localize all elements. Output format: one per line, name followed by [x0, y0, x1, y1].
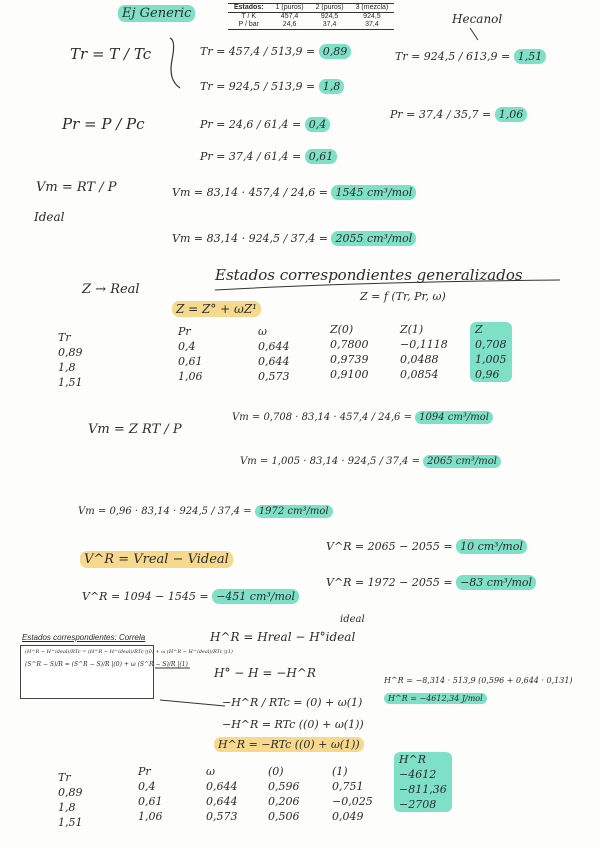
pr2-value: 0,61: [305, 149, 338, 164]
table-cell: T / K: [241, 13, 257, 20]
tr2-equation: Tr = 924,5 / 513,9 = 1,8: [200, 80, 344, 93]
table-cell: 0,751: [332, 780, 364, 793]
table-header: 3 (mezcla): [355, 4, 389, 11]
table-header: Pr: [138, 765, 151, 778]
table-cell: 0,89: [58, 346, 83, 359]
vr1-value: −451 cm³/mol: [212, 589, 299, 604]
table-cell: 1,51: [58, 816, 83, 829]
table-cell: 0,644: [206, 780, 238, 793]
table-cell: 24,6: [282, 21, 297, 28]
vr2-equation: V^R = 2065 − 2055 = 10 cm³/mol: [326, 540, 527, 553]
table-cell: 924,5: [363, 13, 381, 20]
table-cell: −0,1118: [400, 338, 448, 351]
vr3-value: −83 cm³/mol: [456, 575, 536, 590]
table-header: ω: [206, 765, 215, 778]
tr-definition: Tr = T / Tc: [70, 45, 152, 63]
pr-definition: Pr = P / Pc: [62, 115, 145, 133]
ideal-note: ideal: [340, 614, 365, 625]
h-eq3: −H^R / RTc = (0) + ω(1): [222, 696, 363, 709]
table-header: H^R: [399, 753, 427, 766]
table-cell: 0,708: [475, 338, 507, 351]
table-header: Z(0): [330, 323, 354, 336]
table-cell: −0,025: [332, 795, 373, 808]
table1-col-z1: [400, 322, 448, 382]
table-header: Tr: [58, 331, 71, 344]
h-num1: H^R = −8,314 · 513,9 (0,596 + 0,644 · 0,131): [384, 676, 573, 685]
h-eq2: H° − H = −H^R: [214, 666, 316, 680]
printed-box-title: Estados correspondientes: Correla: [22, 633, 146, 642]
table-cell: 0,0488: [400, 353, 439, 366]
table-header: Z: [475, 323, 483, 336]
vr-definition: V^R = Vreal − Videal: [80, 552, 233, 567]
vmz1-equation: Vm = 0,708 · 83,14 · 457,4 / 24,6 = 1094 cm³/mol: [232, 412, 493, 423]
tr2-value: 1,8: [319, 79, 345, 94]
pr1-equation: Pr = 24,6 / 61,4 = 0,4: [200, 118, 330, 131]
table-cell: 0,0854: [400, 368, 439, 381]
tr3-value: 1,51: [514, 49, 547, 64]
table2-col-tr: [58, 770, 83, 830]
tr1-value: 0,89: [319, 44, 352, 59]
tr1-equation: Tr = 457,4 / 513,9 = 0,89: [200, 45, 351, 58]
table-cell: 1,06: [138, 810, 163, 823]
table-cell: 457,4: [280, 13, 299, 20]
table-row: [228, 21, 394, 30]
printed-correlation-box: [20, 645, 233, 699]
table-cell: 37,4: [322, 21, 337, 28]
table1-col-z0: [330, 322, 369, 382]
conditions-table: [228, 3, 394, 30]
table-cell: 0,7800: [330, 338, 369, 351]
table-cell: 0,61: [138, 795, 163, 808]
table-header: (0): [268, 765, 284, 778]
table-header: Tr: [58, 771, 71, 784]
table-cell: 0,9739: [330, 353, 369, 366]
table-cell: 0,049: [332, 810, 364, 823]
table-cell: 0,4: [138, 780, 156, 793]
top-right-label: Hecanol: [452, 12, 503, 26]
table2-col-hr: [394, 752, 452, 812]
table-cell: 37,4: [365, 21, 379, 28]
vr2-value: 10 cm³/mol: [456, 539, 527, 554]
h-eq1: H^R = Hreal − H°ideal: [210, 630, 356, 644]
ideal-label: Ideal: [34, 210, 65, 224]
table-header: 2 (puros): [315, 4, 344, 11]
pr3-value: 1,06: [495, 107, 528, 122]
estados-title: Estados correspondientes generalizados: [215, 266, 523, 284]
h-eq4: −H^R = RTc ((0) + ω(1)): [222, 718, 364, 731]
header-label: Ej Generic: [118, 6, 195, 21]
table2-col-1: [332, 764, 373, 824]
table-cell: 1,06: [178, 370, 203, 383]
z-formula: Z = Z° + ωZ¹: [172, 302, 261, 316]
table-cell: P / bar: [238, 21, 260, 28]
table-cell: 0,4: [178, 340, 196, 353]
table-cell: 924,5: [320, 13, 339, 20]
table-header: ω: [258, 325, 267, 338]
tr3-equation: Tr = 924,5 / 613,9 = 1,51: [395, 50, 546, 63]
printed-line-1: (H^R − H^ideal)/RTc = (H^R − H^ideal)/RTc |(0) + ω (H^R − H^ideal)/RTc |(1): [25, 649, 233, 655]
pr3-equation: Pr = 37,4 / 35,7 = 1,06: [390, 108, 527, 121]
table-cell: −2708: [399, 798, 437, 811]
table2-col-pr: [138, 764, 163, 824]
table-cell: 1,8: [58, 361, 76, 374]
table-cell: 0,644: [206, 795, 238, 808]
h-num2: H^R = −4612,34 J/mol: [384, 694, 487, 703]
vr1-equation: V^R = 1094 − 1545 = −451 cm³/mol: [82, 590, 299, 603]
pr2-equation: Pr = 37,4 / 61,4 = 0,61: [200, 150, 337, 163]
table-cell: 0,61: [178, 355, 203, 368]
table-cell: 0,96: [475, 368, 500, 381]
table-cell: 0,206: [268, 795, 300, 808]
table-header: Pr: [178, 325, 191, 338]
table-cell: 0,573: [206, 810, 238, 823]
table-cell: 1,005: [475, 353, 507, 366]
table-cell: 0,506: [268, 810, 300, 823]
table-header: 1 (puros): [275, 4, 304, 11]
table-cell: −4612: [399, 768, 437, 781]
table-cell: −811,36: [399, 783, 447, 796]
z-function: Z = f (Tr, Pr, ω): [360, 290, 446, 303]
pr1-value: 0,4: [305, 117, 331, 132]
table-cell: 0,9100: [330, 368, 369, 381]
vmz1-value: 1094 cm³/mol: [415, 411, 493, 424]
vm2-value: 2055 cm³/mol: [331, 231, 416, 246]
table-cell: 0,644: [258, 340, 290, 353]
printed-line-2: (S^R − S)/R = (S^R − S)/R |(0) + ω (S^R − S)/R |(1): [25, 661, 188, 668]
vmz3-value: 1972 cm³/mol: [255, 505, 333, 518]
vr3-equation: V^R = 1972 − 2055 = −83 cm³/mol: [326, 576, 536, 589]
table-header: (1): [332, 765, 348, 778]
table-cell: 0,89: [58, 786, 83, 799]
table-cell: 0,596: [268, 780, 300, 793]
vm-definition: Vm = RT / P: [36, 180, 117, 195]
table-cell: 1,51: [58, 376, 83, 389]
table2-col-omega: [206, 764, 238, 824]
vmz3-equation: Vm = 0,96 · 83,14 · 924,5 / 37,4 = 1972 cm³/mol: [78, 506, 333, 517]
vmz2-value: 2065 cm³/mol: [423, 455, 501, 468]
vmz-definition: Vm = Z RT / P: [88, 422, 182, 437]
table1-col-tr: [58, 330, 83, 390]
table-cell: 0,644: [258, 355, 290, 368]
table1-col-pr: [178, 324, 203, 384]
vm2-equation: Vm = 83,14 · 924,5 / 37,4 = 2055 cm³/mol: [172, 232, 416, 245]
table-header: Z(1): [400, 323, 424, 336]
z-real: Z → Real: [82, 282, 140, 297]
table2-col-0: [268, 764, 300, 824]
table-cell: 1,8: [58, 801, 76, 814]
vm1-value: 1545 cm³/mol: [331, 185, 416, 200]
table1-col-omega: [258, 324, 290, 384]
vm1-equation: Vm = 83,14 · 457,4 / 24,6 = 1545 cm³/mol: [172, 186, 416, 199]
table-cell: 0,573: [258, 370, 290, 383]
table-header: Estados:: [234, 4, 264, 11]
table1-col-z: [470, 322, 512, 382]
h-eq5: H^R = −RTc ((0) + ω(1)): [214, 738, 364, 751]
vmz2-equation: Vm = 1,005 · 83,14 · 924,5 / 37,4 = 2065 cm³/mol: [240, 456, 501, 467]
table-row: [228, 13, 394, 22]
